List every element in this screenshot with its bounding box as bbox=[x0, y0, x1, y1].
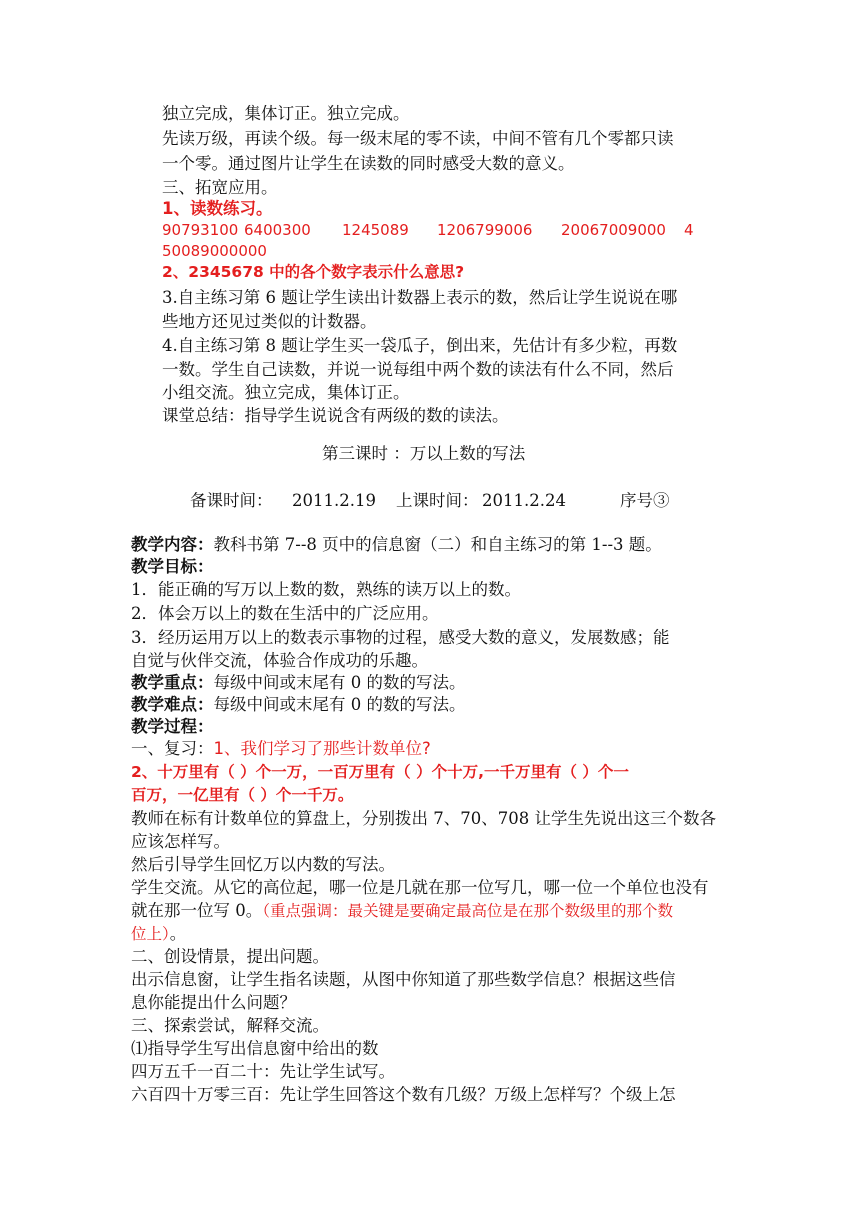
number-item: 4 bbox=[684, 221, 694, 239]
teaching-goal-label: 教学目标： bbox=[131, 557, 214, 576]
text-line: 教师在标有计数单位的算盘上，分别拨出 7、70、708 让学生先说出这三个数各 bbox=[131, 809, 716, 828]
emphasis-note: （重点强调：最关键是要确定最高位是在那个数级里的那个数 bbox=[262, 902, 674, 920]
text-line: ⑴指导学生写出信息窗中给出的数 bbox=[131, 1039, 379, 1058]
text-line: 然后引导学生回忆万以内数的写法。 bbox=[131, 855, 395, 874]
number-item: 6400300 bbox=[244, 221, 311, 239]
text-line: 应该怎样写。 bbox=[131, 832, 230, 851]
review-question: 1、我们学习了那些计数单位? bbox=[213, 739, 431, 758]
difficulty-label: 教学难点： bbox=[131, 695, 214, 714]
review-question-2-cont: 百万，一亿里有（ ）个一千万。 bbox=[131, 786, 354, 804]
text-line: 三、探索尝试，解释交流。 bbox=[131, 1016, 329, 1035]
goal-item: 自觉与伙伴交流，体验合作成功的乐趣。 bbox=[131, 651, 428, 670]
difficulty-text: 每级中间或末尾有 0 的数的写法。 bbox=[213, 695, 466, 714]
reading-exercise-heading: 1、读数练习。 bbox=[162, 199, 273, 218]
review-prefix: 一、复习： bbox=[131, 739, 214, 758]
teaching-content-label: 教学内容： bbox=[131, 535, 214, 554]
goal-item: 1．能正确的写万以上数的数，熟练的读万以上的数。 bbox=[131, 580, 521, 599]
section-title: 第三课时 ：万以上数的写法 bbox=[322, 444, 526, 463]
difficulty-line bbox=[131, 694, 466, 716]
number-item: 20067009000 bbox=[561, 221, 666, 239]
text-line: 4.自主练习第 8 题让学生买一袋瓜子，倒出来，先估计有多少粒，再数 bbox=[162, 336, 678, 355]
text-line: 些地方还见过类似的计数器。 bbox=[162, 312, 377, 331]
question-heading: 2、2345678 中的各个数字表示什么意思? bbox=[162, 263, 465, 281]
text-line: 出示信息窗，让学生指名读题，从图中你知道了那些数学信息？根据这些信 bbox=[131, 970, 676, 989]
text-line: 先读万级，再读个级。每一级末尾的零不读，中间不管有几个零都只读 bbox=[162, 129, 674, 148]
serial-number: 序号③ bbox=[620, 491, 670, 510]
key-point-label: 教学重点： bbox=[131, 673, 214, 692]
text-line: 六百四十万零三百：先让学生回答这个数有几级？万级上怎样写？个级上怎 bbox=[131, 1085, 676, 1104]
text-line: 课堂总结：指导学生说说含有两级的数的读法。 bbox=[162, 406, 509, 425]
number-item: 1206799006 bbox=[437, 221, 533, 239]
text-part: 就在那一位写 0。 bbox=[131, 901, 263, 920]
goal-item: 3．经历运用万以上的数表示事物的过程，感受大数的意义，发展数感；能 bbox=[131, 628, 670, 647]
text-line: 小组交流。独立完成，集体订正。 bbox=[162, 383, 410, 402]
key-point-text: 每级中间或末尾有 0 的数的写法。 bbox=[213, 673, 466, 692]
prep-time-value: 2011.2.19 bbox=[292, 491, 376, 510]
text-line: 3.自主练习第 6 题让学生读出计数器上表示的数，然后让学生说说在哪 bbox=[162, 288, 678, 307]
text-line: 一个零。通过图片让学生在读数的同时感受大数的意义。 bbox=[162, 154, 575, 173]
review-question-2: 2、十万里有（ ）个一万，一百万里有（ ）个十万,一千万里有（ ）个一 bbox=[131, 763, 629, 781]
prep-time-label: 备课时间： bbox=[190, 491, 273, 510]
text-line: 四万五千一百二十：先让学生试写。 bbox=[131, 1062, 395, 1081]
text-line: 二、创设情景，提出问题。 bbox=[131, 947, 329, 966]
text-line: 独立完成，集体订正。独立完成。 bbox=[162, 104, 410, 123]
number-item: 90793100 bbox=[162, 221, 239, 239]
number-item: 50089000000 bbox=[162, 242, 267, 260]
emphasis-line-cont bbox=[131, 923, 186, 945]
review-line bbox=[131, 738, 431, 760]
text-line: 学生交流。从它的高位起，哪一位是几就在那一位写几，哪一位一个单位也没有 bbox=[131, 878, 709, 897]
text-line: 三、拓宽应用。 bbox=[162, 178, 278, 197]
process-label: 教学过程： bbox=[131, 717, 214, 736]
emphasis-note: 位上） bbox=[131, 925, 170, 943]
content-line bbox=[131, 534, 662, 556]
key-point-line bbox=[131, 672, 466, 694]
text-line: 一数。学生自己读数，并说一说每组中两个数的读法有什么不同，然后 bbox=[162, 360, 674, 379]
class-time-value: 2011.2.24 bbox=[482, 491, 566, 510]
text-part: 。 bbox=[169, 924, 187, 943]
class-time-label: 上课时间： bbox=[396, 491, 479, 510]
number-item: 1245089 bbox=[342, 221, 409, 239]
text-line: 息你能提出什么问题？ bbox=[131, 993, 296, 1012]
emphasis-line bbox=[131, 900, 673, 922]
teaching-content-text: 教科书第 7--8 页中的信息窗（二）和自主练习的第 1--3 题。 bbox=[213, 535, 662, 554]
goal-item: 2．体会万以上的数在生活中的广泛应用。 bbox=[131, 604, 439, 623]
